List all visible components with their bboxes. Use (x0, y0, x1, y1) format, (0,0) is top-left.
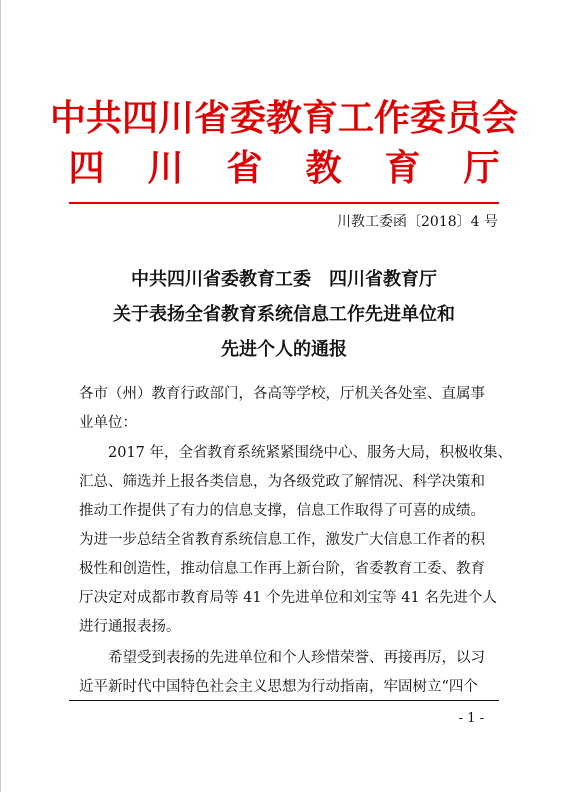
footer-rule (69, 700, 499, 701)
document-number: 川教工委函〔2018〕4 号 (337, 214, 498, 230)
page-number: - 1 - (458, 711, 484, 726)
document-title-line3: 先进个人的通报 (221, 339, 347, 360)
body-line: 汇总、筛选并上报各类信息，为各级党政了解情况、科学决策和 (79, 474, 485, 490)
body-line-addressee: 各市（州）教育行政部门，各高等学校，厅机关各处室、直属事 (79, 386, 485, 402)
body-line: 2017 年，全省教育系统紧紧围绕中心、服务大局，积极收集、 (79, 445, 513, 461)
document-title-line2: 关于表扬全省教育系统信息工作先进单位和 (113, 304, 455, 325)
body-line: 极性和创造性，推动信息工作再上新台阶，省委教育工委、教育 (79, 561, 485, 577)
letterhead-red-rule (69, 202, 499, 204)
document-title-line1: 中共四川省委教育工委 四川省教育厅 (131, 269, 437, 290)
body-line: 近平新时代中国特色社会主义思想为行动指南，牢固树立“四个 (79, 679, 478, 695)
body-line: 为进一步总结全省教育系统信息工作，激发广大信息工作者的积 (79, 532, 485, 548)
letterhead-org-line2: 四川省教育厅 (68, 147, 543, 189)
body-line-addressee-cont: 业单位： (79, 415, 137, 431)
letterhead-org-line1: 中共四川省委教育工作委员会 (49, 97, 518, 139)
body-line: 推动工作提供了有力的信息支撑，信息工作取得了可喜的成绩。 (79, 503, 485, 519)
body-line: 厅决定对成都市教育局等 41 个先进单位和刘宝等 41 名先进个人 (79, 590, 497, 606)
body-line: 进行通报表扬。 (79, 619, 181, 635)
body-line: 希望受到表扬的先进单位和个人珍惜荣誉、再接再厉，以习 (79, 650, 485, 666)
